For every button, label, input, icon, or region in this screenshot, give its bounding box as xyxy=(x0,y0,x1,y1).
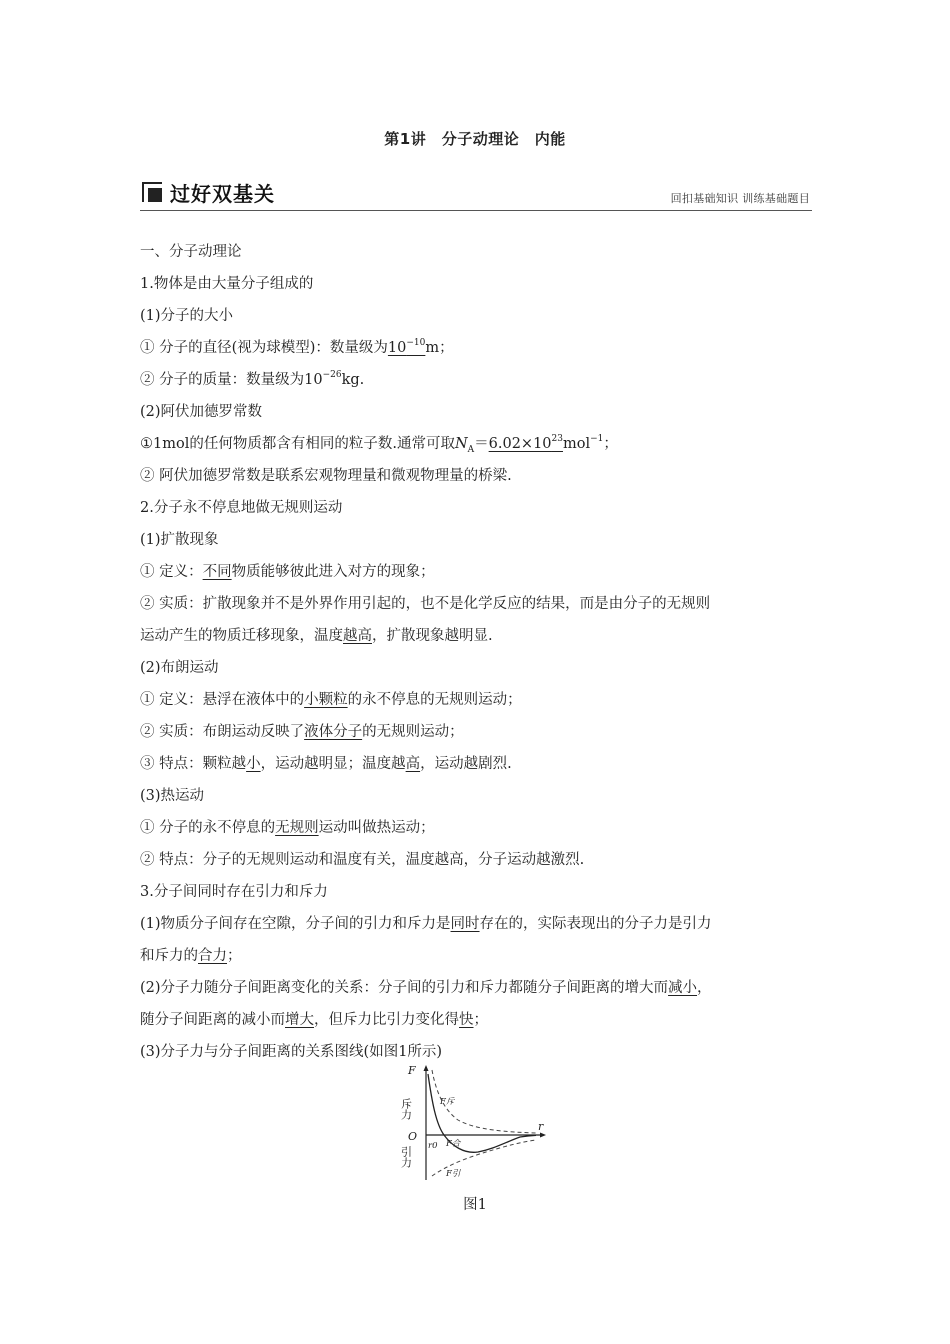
label-F-net: F合 xyxy=(446,1139,461,1149)
avogadro-bridge-line: ② 阿伏加德罗常数是联系宏观物理量和微观物理量的桥梁. xyxy=(140,468,512,484)
subheading-brownian: (2)布朗运动 xyxy=(140,660,219,676)
x-axis-arrow xyxy=(540,1133,546,1138)
force-point-1b: 和斥力的合力； xyxy=(140,948,242,964)
label-F: F xyxy=(408,1064,416,1077)
net-force-curve xyxy=(428,1074,536,1152)
subheading-molecule-size: (1)分子的大小 xyxy=(140,308,234,324)
label-O: O xyxy=(408,1130,418,1143)
force-point-1a: (1)物质分子间存在空隙，分子间的引力和斥力是同时存在的，实际表现出的分子力是引力 xyxy=(140,916,712,932)
diffusion-definition: ① 定义：不同物质能够彼此进入对方的现象； xyxy=(140,564,435,580)
force-point-3: (3)分子力与分子间距离的关系图线(如图1所示) xyxy=(140,1044,443,1060)
banner-subtitle: 回扣基础知识 训练基础题目 xyxy=(670,192,810,205)
subheading-avogadro: (2)阿伏加德罗常数 xyxy=(140,404,263,420)
answer-blank: $6.02\times 10^{23}$ xyxy=(488,434,563,452)
molecule-diameter-line: ① 分子的直径(视为球模型)：数量级为$10^{-10}m$； xyxy=(140,338,454,356)
diffusion-essence-2: 运动产生的物质迁移现象，温度越高，扩散现象越明显. xyxy=(140,628,493,644)
thermal-features: ② 特点：分子的无规则运动和温度有关，温度越高，分子运动越激烈. xyxy=(140,852,585,868)
brownian-features: ③ 特点：颗粒越小，运动越明显；温度越高，运动越剧烈. xyxy=(140,756,512,772)
force-point-2a: (2)分子力随分子间距离变化的关系：分子间的引力和斥力都随分子间距离的增大而减小， xyxy=(140,980,712,996)
avogadro-value-line: ①1mol的任何物质都含有相同的粒子数.通常可取$N_A=6.02\times 10^{23}mol^{-1}$； xyxy=(140,434,618,455)
label-r0: r0 xyxy=(428,1141,438,1151)
thermal-definition: ① 分子的永不停息的无规则运动叫做热运动； xyxy=(140,820,435,836)
section-heading: 一、分子动理论 xyxy=(140,244,242,260)
label-F-att: F引 xyxy=(446,1169,461,1179)
brownian-definition: ① 定义：悬浮在液体中的小颗粒的永不停息的无规则运动； xyxy=(140,692,522,708)
heading-2: 2.分子永不停息地做无规则运动 xyxy=(140,500,343,516)
heading-3: 3.分子间同时存在引力和斥力 xyxy=(140,884,328,900)
molecule-mass-line: ② 分子的质量：数量级为$10^{-26}kg$. xyxy=(140,370,365,388)
label-attraction: 引力 xyxy=(399,1146,413,1168)
banner-heading: 过好双基关 xyxy=(170,182,275,206)
diffusion-essence-1: ② 实质：扩散现象并不是外界作用引起的，也不是化学反应的结果，而是由分子的无规则 xyxy=(140,596,711,612)
force-point-2b: 随分子间距离的减小而增大，但斥力比引力变化得快； xyxy=(140,1012,488,1028)
figure-caption: 图1 xyxy=(463,1197,487,1213)
heading-1: 1.物体是由大量分子组成的 xyxy=(140,276,314,292)
label-r: r xyxy=(538,1120,544,1133)
brownian-essence: ② 实质：布朗运动反映了液体分子的无规则运动； xyxy=(140,724,464,740)
molecular-force-figure xyxy=(396,1062,556,1186)
y-axis-arrow xyxy=(424,1065,429,1071)
page-title: 第1讲 分子动理论 内能 xyxy=(384,130,566,148)
subheading-thermal: (3)热运动 xyxy=(140,788,205,804)
answer-blank: $10^{-10}$ xyxy=(387,338,426,356)
document-body xyxy=(140,236,812,1068)
square-icon xyxy=(142,182,162,202)
subheading-diffusion: (1)扩散现象 xyxy=(140,532,219,548)
label-F-rep: F斥 xyxy=(440,1097,455,1107)
section-banner xyxy=(140,178,812,211)
label-repulsion: 斥力 xyxy=(399,1098,413,1120)
